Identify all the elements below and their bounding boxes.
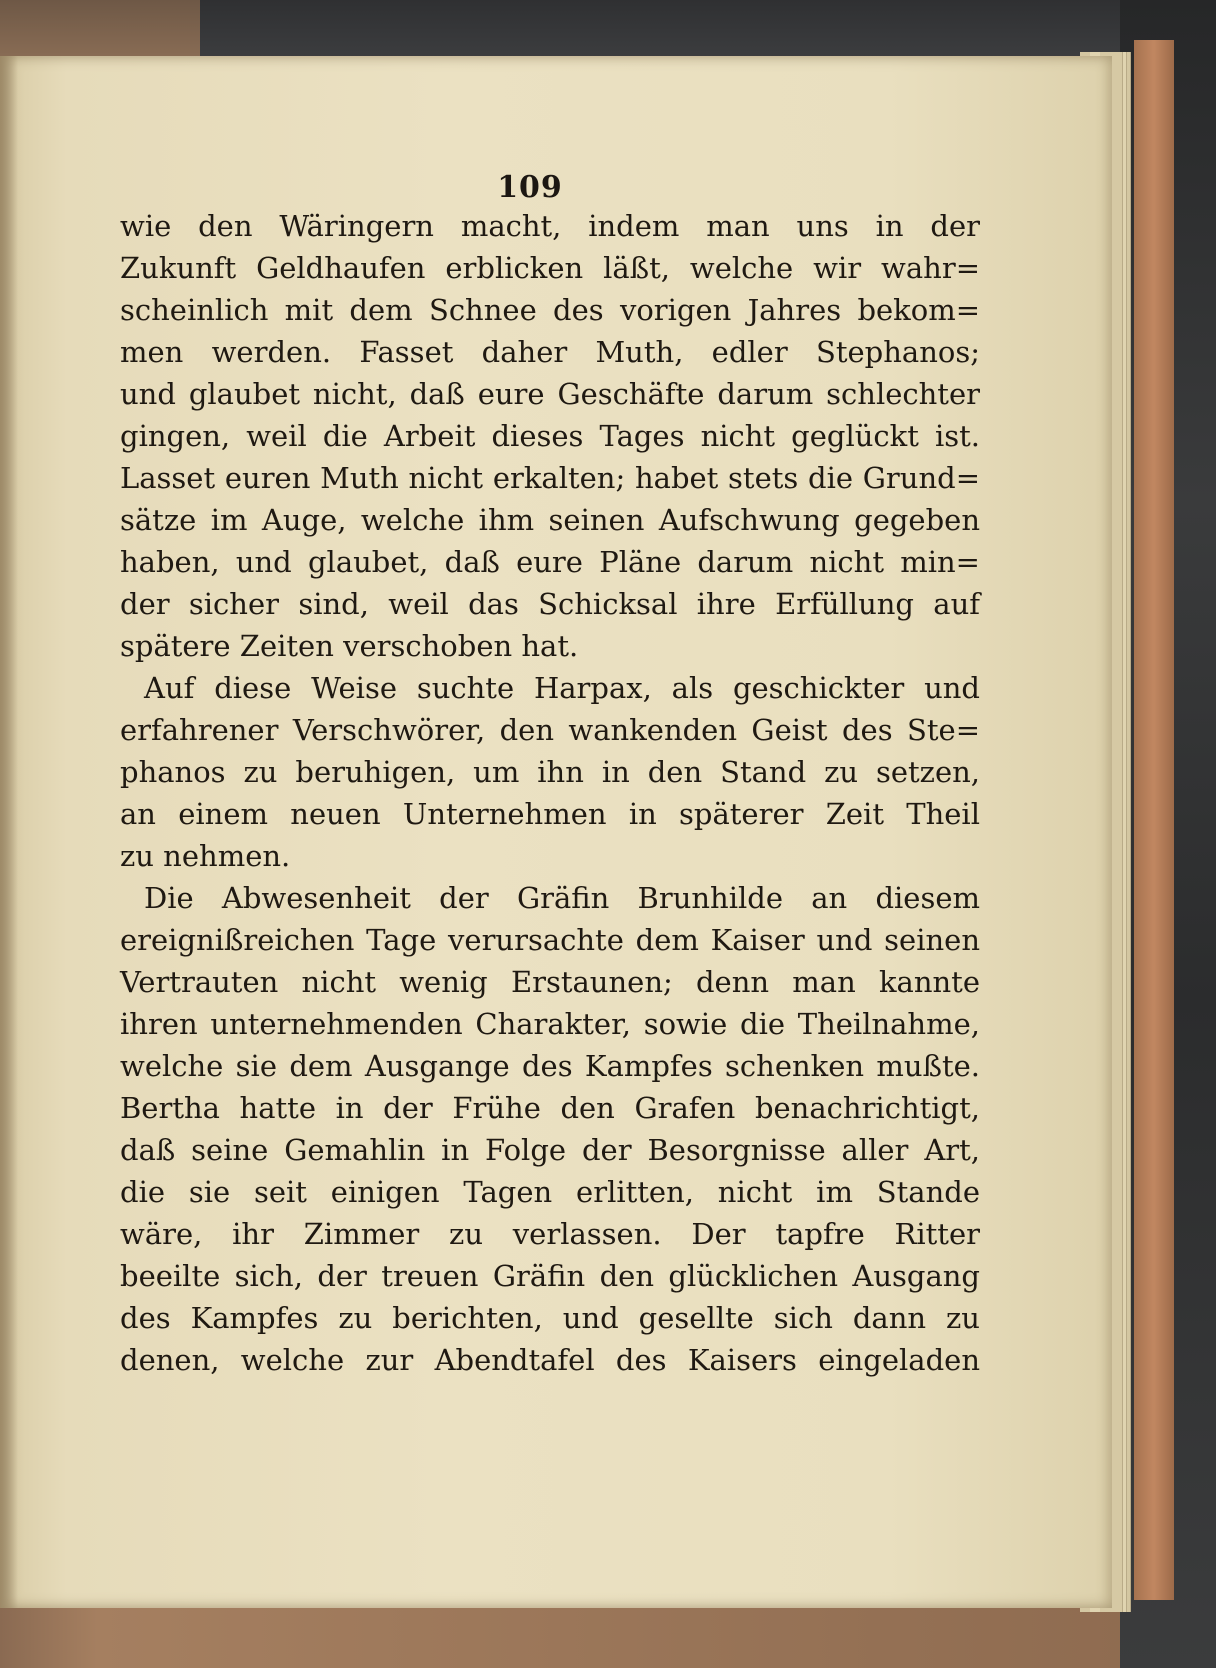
text-line: welche sie dem Ausgange des Kampfes schenken mußte.	[120, 1049, 980, 1083]
cover-leather-top	[0, 0, 220, 60]
body-text	[120, 205, 980, 1381]
text-line: erfahrener Verschwörer, den wankenden Geist des Ste=	[120, 713, 980, 747]
text-line: wäre, ihr Zimmer zu verlassen. Der tapfre Ritter	[120, 1217, 980, 1251]
text-line: ihren unternehmenden Charakter, sowie die Theilnahme,	[120, 1007, 980, 1041]
cover-cloth-top	[200, 0, 1216, 62]
text-line: spätere Zeiten verschoben hat.	[120, 629, 579, 663]
text-line: beeilte sich, der treuen Gräfin den glücklichen Ausgang	[120, 1259, 980, 1293]
page-number: 109	[497, 170, 563, 205]
text-line: phanos zu beruhigen, um ihn in den Stand zu setzen,	[120, 755, 980, 789]
text-line: und glaubet nicht, daß eure Geschäfte darum schlechter	[120, 377, 980, 411]
text-line: wie den Wäringern macht, indem man uns in der	[120, 209, 980, 243]
text-line: sätze im Auge, welche ihm seinen Aufschwung gegeben	[120, 503, 980, 537]
gutter-shadow	[0, 56, 18, 1608]
text-line: des Kampfes zu berichten, und gesellte sich dann zu	[120, 1301, 980, 1335]
text-line: ereignißreichen Tage verursachte dem Kaiser und seinen	[120, 923, 980, 957]
text-line: scheinlich mit dem Schnee des vorigen Jahres bekom=	[120, 293, 980, 327]
text-line: gingen, weil die Arbeit dieses Tages nicht geglückt ist.	[120, 419, 980, 453]
text-line: Die Abwesenheit der Gräfin Brunhilde an diesem	[144, 881, 980, 915]
text-line: haben, und glaubet, daß eure Pläne darum nicht min=	[120, 545, 980, 579]
text-line: Zukunft Geldhaufen erblicken läßt, welche wir wahr=	[120, 251, 980, 285]
text-line: der sicher sind, weil das Schicksal ihre Erfüllung auf	[120, 587, 980, 621]
text-line: denen, welche zur Abendtafel des Kaisers eingeladen	[120, 1343, 980, 1377]
text-line: men werden. Fasset daher Muth, edler Stephanos;	[120, 335, 980, 369]
cover-leather-right	[1134, 40, 1174, 1600]
text-line: Vertrauten nicht wenig Erstaunen; denn man kannte	[120, 965, 980, 999]
text-line: Lasset euren Muth nicht erkalten; habet stets die Grund=	[120, 461, 980, 495]
text-line: zu nehmen.	[120, 839, 291, 873]
text-line: die sie seit einigen Tagen erlitten, nicht im Stande	[120, 1175, 980, 1209]
text-line: an einem neuen Unternehmen in späterer Zeit Theil	[120, 797, 980, 831]
text-line: Bertha hatte in der Frühe den Grafen benachrichtigt,	[120, 1091, 980, 1125]
text-line: Auf diese Weise suchte Harpax, als geschickter und	[144, 671, 980, 705]
text-line: daß seine Gemahlin in Folge der Besorgnisse aller Art,	[120, 1133, 980, 1167]
